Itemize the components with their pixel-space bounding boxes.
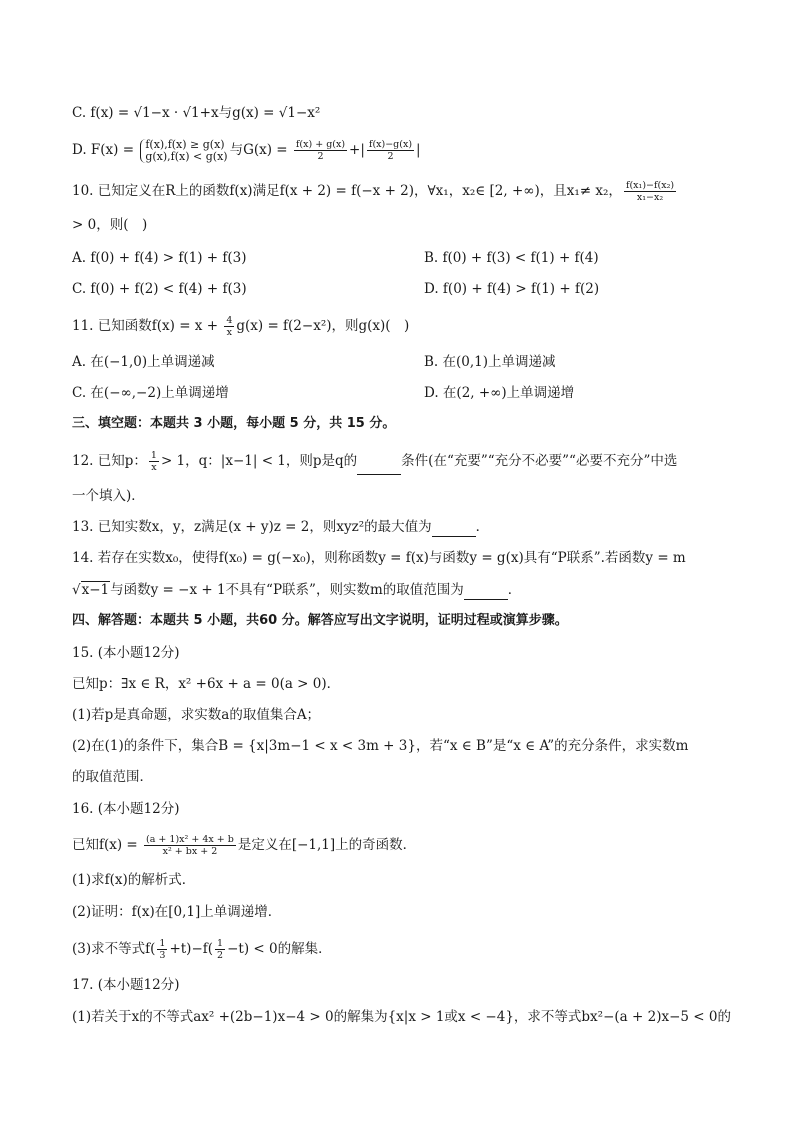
q10-stem: 10. 已知定义在R上的函数f(x)满足f(x + 2) = f(−x + 2)，∀x₁，x₂∈ [2, +∞)，且x₁≠ x₂， $\frac{\text{f(x₁)−f(x₂)}}{\text{x₁−x₂}}$ [72,180,675,203]
q11-option-d: D. 在(2, +∞)上单调递增 [424,385,575,401]
q17-title: 17. (本小题12分) [72,977,180,993]
q16-part3: (3)求不等式f( $\frac{1}{3}$ +t)−f( $\frac{1}{2}$ −t) < 0的解集． [72,938,332,961]
q10-options-row2 [72,279,724,301]
q16-stem: 已知f(x) = $\frac{\text{(a + 1)x² + 4x + b}}{\text{x² + bx + 2}}$ 是定义在[−1,1]上的奇函数． [72,834,417,857]
q11-options-row2 [72,383,724,405]
fraction: $\frac{1}{3}$ [159,938,166,961]
q15-title: 15. (本小题12分) [72,645,180,661]
answer-blank [464,585,508,600]
q11-option-b: B. 在(0,1)上单调递减 [424,354,556,370]
q11-option-c: C. 在(−∞,−2)上单调递增 [72,385,229,401]
q9-option-d: D. F(x) = f(x),f(x) ≥ g(x) g(x),f(x) < g(x) 与G(x) = $\frac{f(x) + g(x)}{2}$ +| $\frac{f(x)-g(x)}{2}$ | [72,137,421,163]
q11-stem: 11. 已知函数f(x) = x + $\frac{4}{x}$ g(x) = f(2−x²)，则g(x)( ) [72,315,410,338]
q15-part2: (2)在(1)的条件下，集合B = {x|3m−1 < x < 3m + 3}，若“x ∈ B”是“x ∈ A”的充分条件，求实数m [72,738,689,754]
q13-stem: 13. 已知实数x，y，z满足(x + y)z = 2，则xyz²的最大值为 ． [72,519,490,535]
q16-part1: (1)求f(x)的解析式． [72,872,196,888]
q10-options-row1 [72,248,724,270]
fraction: $\frac{\text{(a + 1)x² + 4x + b}}{\text{x² + bx + 2}}$ [146,834,234,857]
answer-blank [357,460,401,475]
q16-part2: (2)证明：f(x)在[0,1]上单调递增． [72,904,282,920]
q16-title: 16. (本小题12分) [72,801,180,817]
fraction: $\frac{f(x)-g(x)}{2}$ [368,139,413,162]
radical: x−1 [81,582,110,598]
q12-stem: 12. 已知p： $\frac{1}{x}$ > 1，q：|x−1| < 1，则p是q的 条件(在“充要”“充分不必要”“必要不充分”中选 [72,450,678,473]
q15-stem: 已知p：∃x ∈ R，x² +6x + a = 0(a > 0)． [72,676,341,692]
fraction: $\frac{1}{x}$ [150,450,157,473]
q10-option-d: D. f(0) + f(4) > f(1) + f(2) [424,281,600,297]
piecewise-brace: f(x),f(x) ≥ g(x) g(x),f(x) < g(x) [140,139,227,163]
fraction: $\frac{4}{x}$ [226,315,233,338]
q12-stem-cont: 一个填入)． [72,488,145,504]
section-4-heading: 四、解答题：本题共 5 小题，共60 分。解答应写出文字说明，证明过程或演算步骤。 [72,613,568,628]
q17-part1: (1)若关于x的不等式ax² +(2b−1)x−4 > 0的解集为{x|x > 1或x < −4}，求不等式bx²−(a + 2)x−5 < 0的 [72,1009,731,1025]
section-3-heading: 三、填空题：本题共 3 小题，每小题 5 分，共 15 分。 [72,416,396,431]
q9-option-c: C. f(x) = √1−x · √1+x与g(x) = √1−x² [72,105,321,121]
q14-stem: 14. 若存在实数x₀，使得f(x₀) = g(−x₀)，则称函数y = f(x)与函数y = g(x)具有“P联系”.若函数y = m [72,550,686,566]
q10-option-b: B. f(0) + f(3) < f(1) + f(4) [424,250,599,266]
q11-options-row1 [72,352,724,374]
fraction: $\frac{f(x) + g(x)}{2}$ [295,139,346,162]
q10-stem-cont: > 0，则( ) [72,217,148,233]
q11-option-a: A. 在(−1,0)上单调递减 [72,354,215,370]
fraction: $\frac{\text{f(x₁)−f(x₂)}}{\text{x₁−x₂}}$ [625,180,675,203]
fraction: $\frac{1}{2}$ [217,938,224,961]
q10-option-a: A. f(0) + f(4) > f(1) + f(3) [72,250,247,266]
q10-option-c: C. f(0) + f(2) < f(4) + f(3) [72,281,247,297]
q14-stem-cont: √x−1与函数y = −x + 1不具有“P联系”，则实数m的取值范围为 ． [72,582,522,598]
answer-blank [432,522,476,537]
q15-part1: (1)若p是真命题，求实数a的取值集合A； [72,707,321,723]
q15-part2-cont: 的取值范围． [72,769,153,785]
